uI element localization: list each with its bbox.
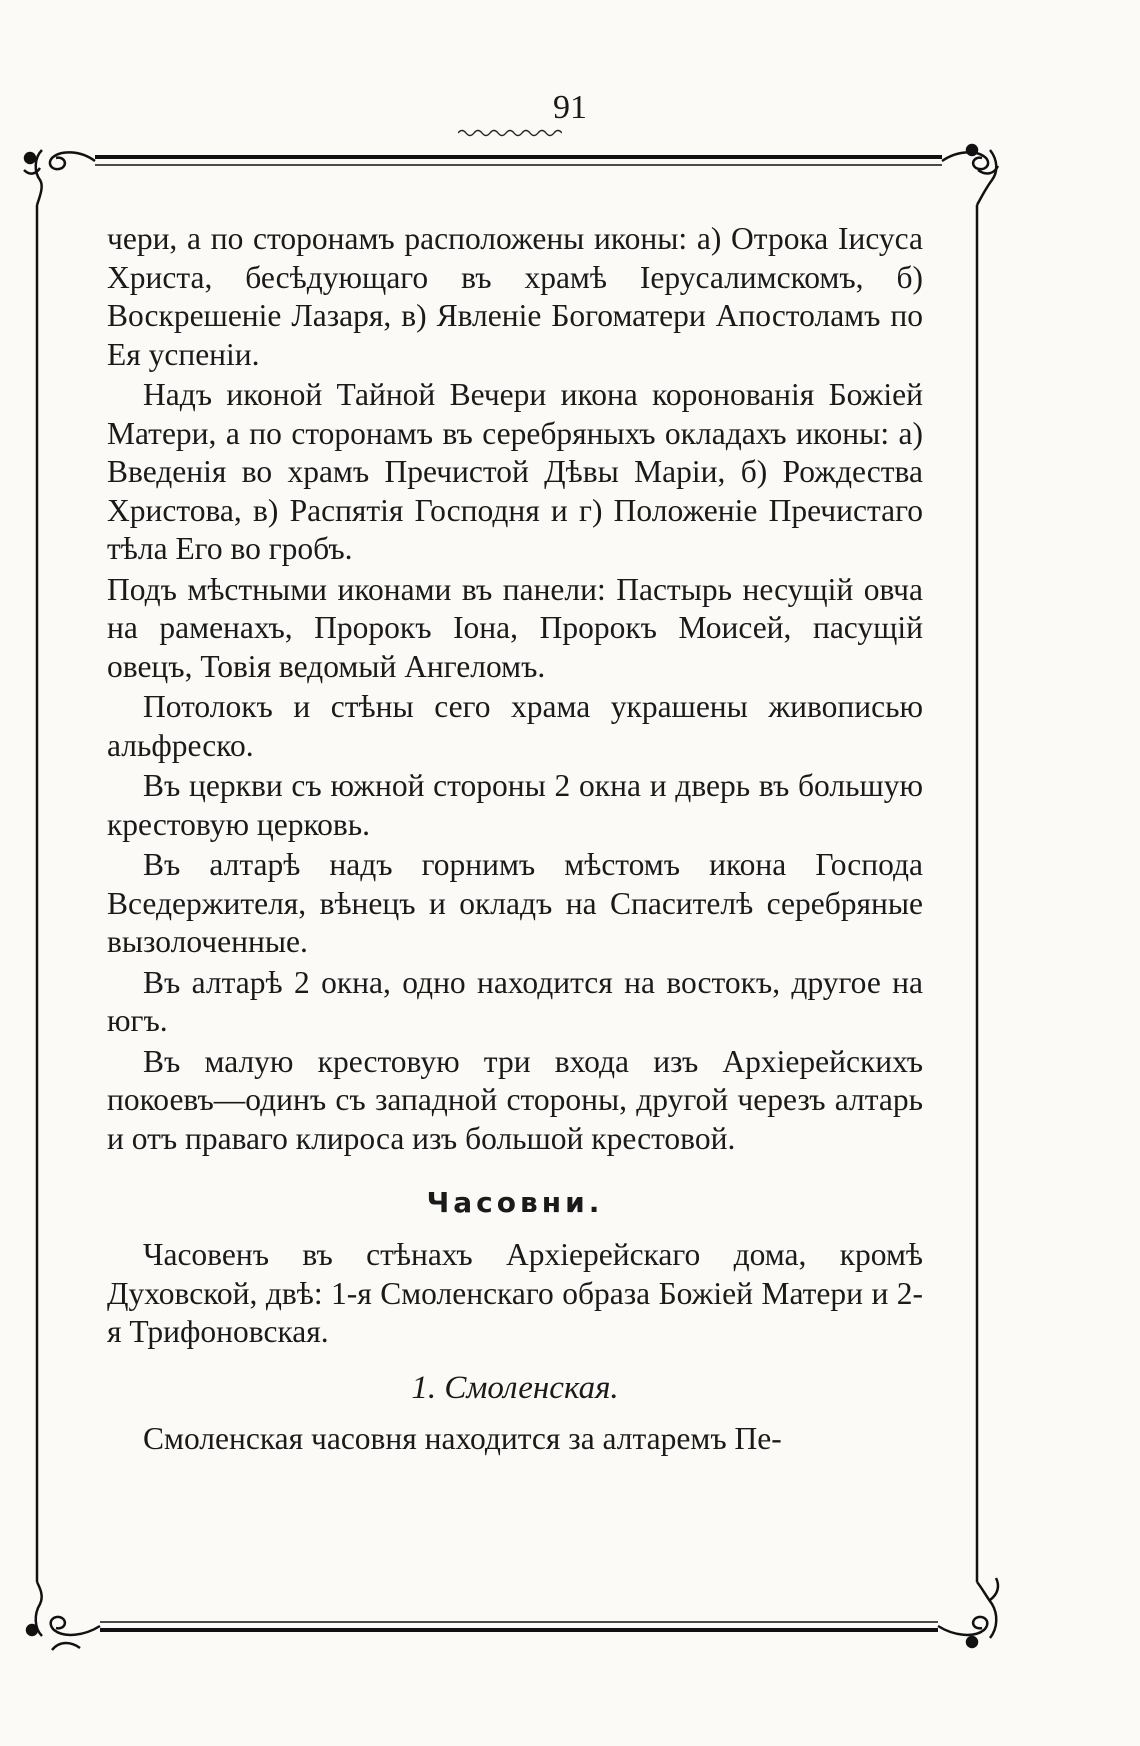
section-heading: Часовни. <box>426 1186 604 1219</box>
main-text-column <box>107 220 923 1460</box>
frame-corner-ornament-bottom-right <box>938 1578 998 1647</box>
last-paragraph: Смоленская часовня находится за алтаремъ Пе- <box>143 1420 782 1456</box>
page-number: 91 <box>553 89 587 126</box>
paragraph: Въ алтарѣ 2 окна, одно находится на востокъ, другое на югъ. <box>107 964 923 1038</box>
paragraph: Въ алтарѣ надъ горнимъ мѣстомъ икона Господа Вседержителя, вѣнецъ и окладъ на Спасителѣ серебряные вызолоченные. <box>107 847 923 959</box>
frame-corner-ornament-top-left <box>24 150 95 205</box>
section-intro-paragraph: Часовенъ въ стѣнахъ Архіерейскаго дома, кромѣ Духовской, двѣ: 1-я Смоленскаго образа Божіей Матери и 2-я Трифоновская. <box>107 1237 923 1349</box>
paragraph: Надъ иконой Тайной Вечери икона коронованія Божіей Матери, а по сторонамъ въ серебряныхъ окладахъ иконы: а) Введенія во храмъ Пречистой Дѣвы Маріи, б) Рождества Христова, в) Распятія Господня и г) Положеніе Пречистаго тѣла Его во гробъ. <box>107 377 923 566</box>
frame-corner-ornament-bottom-left <box>27 1582 100 1650</box>
frame-corner-ornament-top-right <box>942 145 998 205</box>
sub-heading: 1. Смоленская. <box>411 1369 619 1406</box>
paragraph: чери, а по сторонамъ расположены иконы: а) Отрока Іисуса Христа, бесѣдующаго въ храмѣ Іерусалимскомъ, б) Воскрешеніе Лазаря, в) Явленіе Богоматери Апостоламъ по Ея успеніи. <box>107 221 923 372</box>
paragraph: Потолокъ и стѣны сего храма украшены живописью альфреско. <box>107 689 923 763</box>
paragraph: Подъ мѣстными иконами въ панели: Пастырь несущій овча на раменахъ, Пророкъ Іона, Пророкъ Моисей, пасущій овецъ, Товія ведомый Ангеломъ. <box>107 571 923 684</box>
paragraph: Въ малую крестовую три входа изъ Архіерейскихъ покоевъ—одинъ съ западной стороны, другой черезъ алтарь и отъ праваго клироса изъ большой крестовой. <box>107 1043 923 1156</box>
paragraph: Въ церкви съ южной стороны 2 окна и дверь въ большую крестовую церковь. <box>107 768 923 842</box>
